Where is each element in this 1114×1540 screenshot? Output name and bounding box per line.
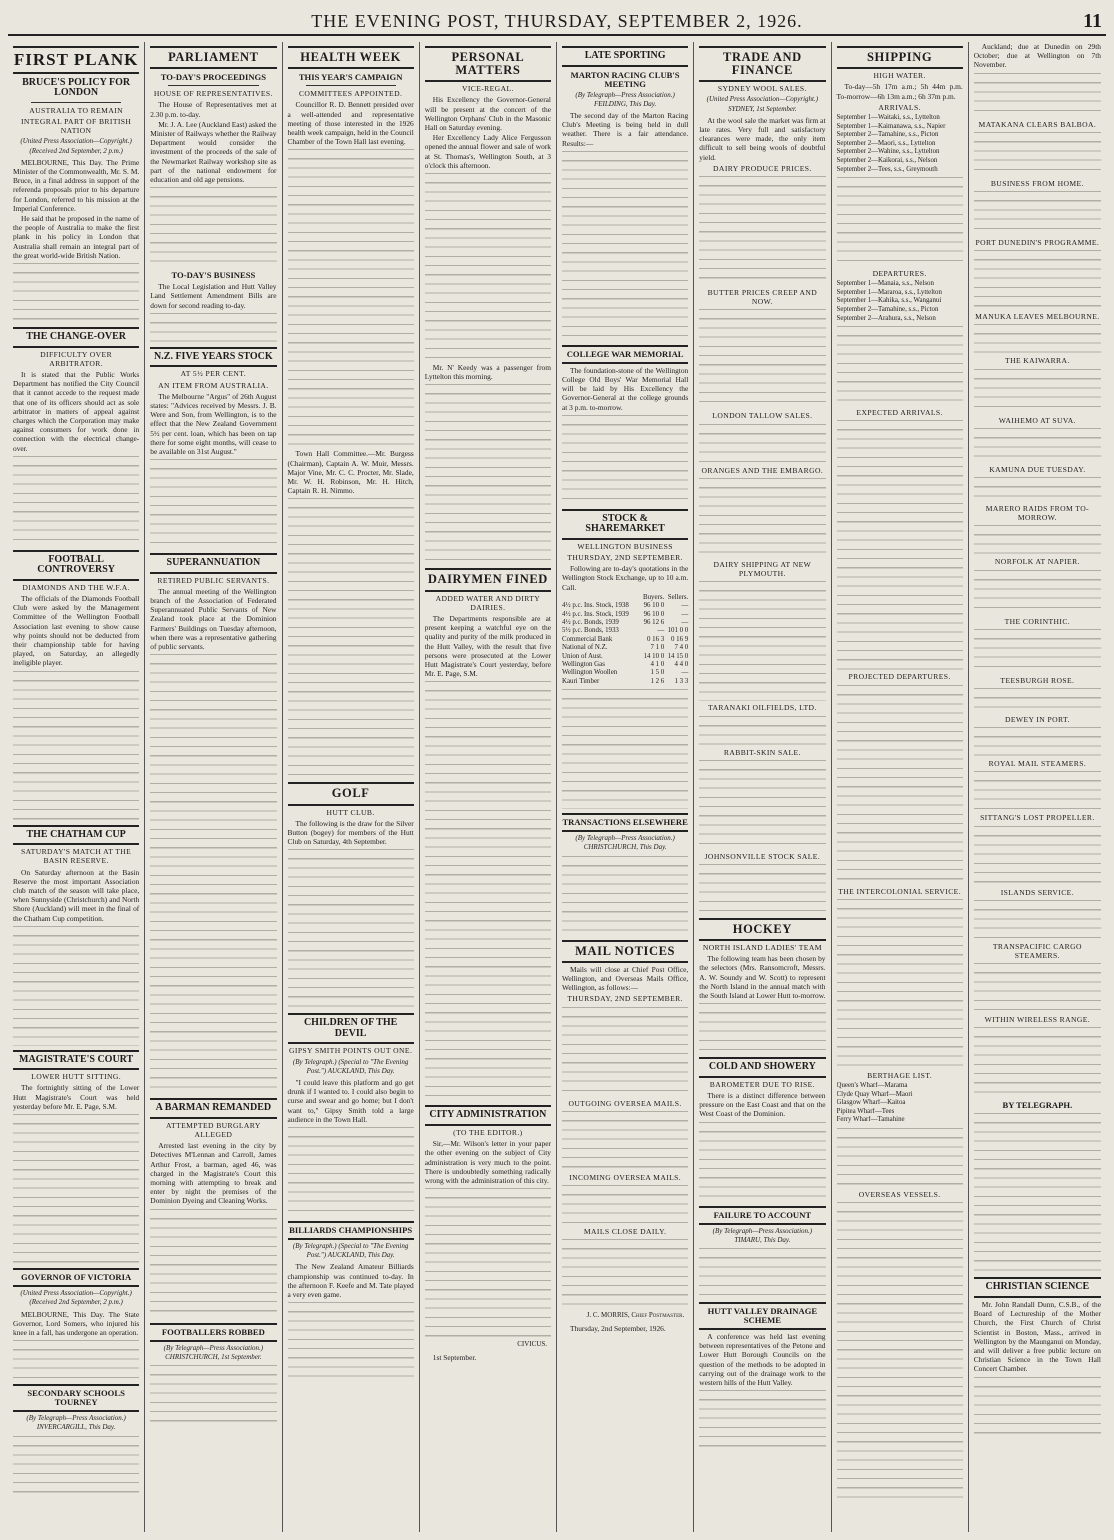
- article-text-block: [837, 177, 963, 267]
- subhead: ROYAL MAIL STEAMERS.: [988, 759, 1087, 769]
- subhead: VICE-REGAL.: [461, 84, 514, 94]
- subhead: (TO THE EDITOR.): [453, 1127, 523, 1137]
- article-text-block: [150, 1365, 276, 1425]
- article-paragraph: MELBOURNE, This Day. The State Governor, Lord Somers, who injured his knee in a fall, has undergone an operation.: [13, 1309, 140, 1337]
- table-cell: —: [681, 602, 689, 610]
- article-text-block: [974, 525, 1101, 555]
- subhead: THURSDAY, 2ND SEPTEMBER.: [567, 994, 683, 1004]
- subhead: ATTEMPTED BURGLARY ALLEGED: [166, 1120, 261, 1139]
- article-text-block: [562, 689, 688, 809]
- article-text-block: [150, 1209, 276, 1319]
- table-row: [562, 619, 688, 627]
- table-row: [562, 611, 688, 619]
- subhead: BUSINESS FROM HOME.: [990, 178, 1084, 188]
- subhead-integral-part: INTEGRAL PART OF BRITISH NATION: [20, 117, 132, 136]
- article-paragraph: At the wool sale the market was firm at late rates. Very full and satisfactory clearances were made, the only item difficult to sell being wools of doubtful yield.: [699, 115, 826, 162]
- table-header: Sellers.: [667, 593, 689, 601]
- headline-city-administration: CITY ADMINISTRATION: [425, 1105, 551, 1126]
- list-item: Glasgow Wharf—Kaitoa: [836, 1099, 906, 1107]
- table-cell: 1 3 3: [674, 677, 689, 685]
- list-item: September 2—Kaikorai, s.s., Nelson: [836, 156, 938, 164]
- subhead: HIGH WATER.: [873, 71, 926, 81]
- table-cell: Union of Aust.: [562, 652, 603, 660]
- subhead: DAIRY SHIPPING AT NEW PLYMOUTH.: [713, 559, 812, 579]
- subhead: GIPSY SMITH POINTS OUT ONE.: [289, 1046, 413, 1056]
- article-paragraph: On Saturday afternoon at the Basin Reserve the most important Association club match of the season will take place, when Sunnyside (Christchurch) and North Shore (Auckland) will meet in the final of the Chatham Cup competition.: [13, 867, 140, 923]
- article-text-block: [425, 1188, 551, 1338]
- article-text-block: [562, 1239, 688, 1309]
- table-cell: 4½ p.c. Ins. Stock, 1938: [562, 602, 629, 610]
- article-paragraph: The second day of the Marton Racing Club's Meeting is being held in dull weather. There is a fair attendance. Results:—: [562, 110, 689, 148]
- table-cell: —: [681, 619, 689, 627]
- headline-personal-matters: PERSONAL MATTERS: [425, 46, 551, 82]
- table-cell: 96 10 0: [643, 610, 665, 618]
- table-cell: National of N.Z.: [562, 644, 608, 652]
- article-text-block: [13, 263, 139, 323]
- subhead-australia-remain: AUSTRALIA TO REMAIN: [29, 105, 124, 115]
- column-7: [832, 42, 969, 1532]
- list-item: September 1—Kahika, s.s., Wanganui: [836, 297, 942, 305]
- subhead: SITTANG'S LOST PROPELLER.: [980, 813, 1095, 823]
- list-item: Queen's Wharf—Marama: [836, 1082, 908, 1090]
- headline-secondary-schools: SECONDARY SCHOOLS TOURNEY: [13, 1384, 139, 1412]
- table-row: [562, 594, 688, 602]
- subhead: BUTTER PRICES CREEP AND NOW.: [707, 288, 818, 307]
- divider: [31, 102, 121, 103]
- subhead: MANUKA LEAVES MELBOURNE.: [975, 312, 1100, 322]
- subhead: WITHIN WIRELESS RANGE.: [984, 1015, 1091, 1025]
- headline-superannuation: SUPERANNUATION: [150, 553, 276, 574]
- subhead: TRANSPACIFIC CARGO STEAMERS.: [992, 941, 1082, 961]
- article-text-block: [562, 856, 688, 936]
- article-text-block: [837, 420, 963, 670]
- article-paragraph: Sir,—Mr. Wilson's letter in your paper the other evening on the subject of City administration is very much to the point. There is undoubtedly something radically wrong with the administration of this city.: [424, 1139, 551, 1185]
- table-header: Buyers.: [642, 593, 665, 601]
- headline-bruce-policy: BRUCE'S POLICY FOR LONDON: [22, 76, 131, 99]
- article-paragraph: The foundation-stone of the Wellington College Old Boys' War Memorial Hall will be laid by His Excellency the Governor-General at the college grounds at 3 p.m. to-morrow.: [562, 365, 689, 412]
- headline-parliament: PARLIAMENT: [150, 46, 276, 69]
- headline-governor-victoria: GOVERNOR OF VICTORIA: [13, 1268, 139, 1287]
- letter-date: 1st September.: [432, 1353, 477, 1363]
- table-cell: 0 16 3: [647, 635, 665, 643]
- article-paragraph: The House of Representatives met at 2.30 p.m. to-day.: [150, 100, 277, 119]
- list-item: September 1—Waitaki, s.s., Lyttelton: [836, 113, 940, 121]
- headline-transactions: TRANSACTIONS ELSEWHERE: [562, 813, 688, 832]
- subhead: AT 5½ PER CENT.: [180, 369, 247, 379]
- list-item: September 2—Arahura, s.s., Nelson: [836, 314, 936, 322]
- headline-mail-notices: MAIL NOTICES: [562, 940, 688, 963]
- subhead: TEESBURGH ROSE.: [1000, 675, 1075, 685]
- column-5: [557, 42, 694, 1532]
- column-8: [969, 42, 1106, 1532]
- article-text-block: [837, 1202, 963, 1502]
- subhead: INCOMING OVERSEA MAILS.: [569, 1172, 682, 1182]
- article-text-block: [150, 459, 276, 549]
- subhead: DEPARTURES.: [872, 269, 927, 279]
- table-cell: 1 2 6: [650, 677, 665, 685]
- subhead: EXPECTED ARRIVALS.: [856, 408, 943, 418]
- article-paragraph: Mr. John Randall Dunn, C.S.B., of the Board of Lectureship of the Mother Church, the First Church of Christ Scientist in Boston, Mass., arrived in Wellington by the Maunganui on Monday, and will deliver a free public lecture on Christian Science in the Town Hall Concert Chamber.: [973, 1299, 1101, 1374]
- article-text-block: [974, 688, 1101, 713]
- headline-shipping: SHIPPING: [837, 46, 963, 69]
- table-cell: 0 16 9: [671, 635, 689, 643]
- subhead: KAMUNA DUE TUESDAY.: [989, 464, 1086, 474]
- headline-chatham-cup: THE CHATHAM CUP: [13, 825, 139, 846]
- headline-late-sporting: LATE SPORTING: [562, 46, 688, 67]
- article-paragraph: The Local Legislation and Hutt Valley Land Settlement Amendment Bills are down for second reading to-day.: [150, 282, 277, 310]
- table-row: [562, 636, 688, 644]
- headline-footballers-robbed: FOOTBALLERS ROBBED: [150, 1323, 276, 1342]
- article-text-block: [699, 309, 825, 409]
- article-text-block: [288, 1302, 414, 1382]
- article-paragraph: Mr. N' Keedy was a passenger from Lyttelton this morning.: [424, 363, 551, 382]
- article-text-block: [699, 1390, 825, 1450]
- subhead: DIAMONDS AND THE W.F.A.: [22, 582, 130, 592]
- subhead: PROJECTED DEPARTURES.: [848, 672, 951, 682]
- article-text-block: [288, 498, 414, 778]
- article-paragraph: "I could leave this platform and go get drunk if I wanted to. I could also begin to curse and swear and go home; but I don't want to," Gipsy Smith told a large audience in the Town Hall.: [287, 1077, 414, 1124]
- table-cell: 4½ p.c. Bonds, 1939: [562, 619, 619, 627]
- subhead: ISLANDS SERVICE.: [1000, 887, 1075, 897]
- article-paragraph: He said that he proposed in the name of the people of Australia to make the first plank in his policy in London that Australia shall remain an integral part of the great world-wide British Nation.: [13, 214, 140, 260]
- article-paragraph: Auckland; due at Dunedin on 29th October; due at Wellington on 7th November.: [973, 42, 1101, 70]
- list-item: Ferry Wharf—Tamahine: [836, 1116, 905, 1124]
- divider: [306, 85, 396, 86]
- table-row: [562, 678, 688, 686]
- credit-line: (By Telegraph—Press Association.) FEILDING, This Day.: [575, 90, 675, 108]
- article-text-block: [699, 176, 825, 286]
- divider: [168, 85, 258, 86]
- article-text-block: [974, 428, 1101, 463]
- quotations-table: [562, 594, 688, 686]
- subhead: WELLINGTON BUSINESS: [577, 541, 673, 551]
- article-text-block: [974, 1377, 1101, 1437]
- column-3: [283, 42, 420, 1532]
- article-text-block: [974, 963, 1101, 1013]
- article-paragraph: The following team has been chosen by the selectors (Mrs. Ransomcroft, Messrs. A. W. Soundy and W. Scott) to represent the North Island in the annual match with the South Island at Lower Hutt to-morrow.: [699, 954, 826, 1001]
- article-text-block: [699, 1003, 825, 1053]
- article-text-block: [13, 456, 139, 546]
- departures-list: [837, 280, 963, 323]
- credit-line: (United Press Association—Copyright.) SYDNEY, 1st September.: [706, 95, 819, 113]
- article-text-block: [974, 324, 1101, 354]
- list-item: September 2—Tamahine, s.s., Picton: [836, 131, 939, 139]
- table-cell: 1 5 0: [650, 669, 665, 677]
- subhead: BERTHAGE LIST.: [867, 1070, 933, 1080]
- article-paragraph: The Departments responsible are at present keeping a watchful eye on the quality and purity of the milk produced in the Hutt Valley, with the result that five persons were prosecuted at the Lower Hutt Magistrate's Court yesterday, before Mr. E. Page, S.M.: [424, 614, 551, 679]
- article-text-block: [425, 681, 551, 1101]
- headline-five-years-stock: N.Z. FIVE YEARS STOCK: [150, 347, 276, 368]
- arrivals-list: [837, 114, 963, 174]
- article-paragraph: Mails will close at Chief Post Office, Wellington, and Overseas Mails Office, Wellington, as follows:—: [562, 964, 689, 993]
- subhead: NORTH ISLAND LADIES' TEAM: [702, 943, 822, 953]
- berthage-list: [837, 1082, 963, 1125]
- article-text-block: [974, 900, 1101, 940]
- subhead: THE KAIWARRA.: [1005, 356, 1070, 366]
- headline-stock-sharemarket: STOCK & SHAREMARKET: [562, 509, 688, 540]
- page-number: 11: [1083, 10, 1102, 32]
- article-text-block: [974, 1113, 1101, 1273]
- subhead: HOUSE OF REPRESENTATIVES.: [153, 89, 273, 99]
- subhead: HUTT CLUB.: [326, 807, 375, 817]
- article-text-block: [13, 1114, 139, 1264]
- article-text-block: [699, 760, 825, 850]
- subhead: TARANAKI OILFIELDS, LTD.: [708, 703, 817, 713]
- list-item: Pipitea Wharf—Tees: [836, 1107, 895, 1115]
- table-row: [562, 644, 688, 652]
- article-text-block: [974, 369, 1101, 414]
- letter-signature: CIVICUS.: [517, 1340, 547, 1349]
- article-paragraph: To-day—5h 17m a.m.; 5h 44m p.m. To-morrow—6h 13m a.m.; 6h 37m p.m.: [836, 82, 963, 101]
- subhead: ARRIVALS.: [878, 102, 921, 112]
- headline-billiards: BILLIARDS CHAMPIONSHIPS: [288, 1221, 414, 1240]
- subhead: LONDON TALLOW SALES.: [712, 411, 813, 421]
- subhead: RABBIT-SKIN SALE.: [723, 747, 801, 757]
- table-cell: 96 12 6: [643, 619, 665, 627]
- article-paragraph: Her Excellency Lady Alice Fergusson opened the annual flower and sale of work at St. Thomas's, Wellington South, at 3 o'clock this afternoon.: [424, 133, 551, 170]
- postmaster-signature: J. C. MORRIS, Chief Postmaster.: [586, 1311, 685, 1320]
- credit-line: (By Telegraph—Press Association.) INVERCARGILL, This Day.: [26, 1414, 126, 1432]
- table-cell: 7 1 0: [650, 644, 665, 652]
- list-item: September 1—Mararoa, s.s., Lyttelton: [836, 288, 942, 296]
- list-item: September 1—Manaia, s.s., Nelson: [836, 280, 934, 288]
- article-text-block: [562, 1185, 688, 1225]
- headline-failure-account: FAILURE TO ACCOUNT: [699, 1206, 825, 1225]
- credit-line: (United Press Association—Copyright.) (Received 2nd September, 2 p.m.): [20, 137, 132, 155]
- subhead: OVERSEAS VESSELS.: [858, 1190, 941, 1200]
- article-text-block: [699, 581, 825, 701]
- table-cell: 7 4 0: [674, 644, 689, 652]
- credit-line: (By Telegraph—Press Association.) TIMARU, This Day.: [712, 1226, 813, 1244]
- article-text-block: [288, 1127, 414, 1217]
- masthead: [8, 6, 1106, 36]
- subhead: ADDED WATER AND DIRTY DAIRIES.: [435, 593, 541, 612]
- headline-trade-finance: TRADE AND FINANCE: [699, 46, 825, 82]
- article-paragraph: The New Zealand Amateur Billiards championship was continued to-day. In the afternoon F. Keefe and M. Tate played a very even game.: [287, 1262, 414, 1299]
- article-paragraph: Arrested last evening in the city by Detectives M'Lennan and Carroll, James Arthur Frost, a barman, aged 46, was charged in the Magistrate's Court this morning with attempting to break and enter by night the premises of the Dominion Dyeing and Cleaning Works.: [150, 1141, 277, 1206]
- article-text-block: [13, 926, 139, 1046]
- list-item: September 2—Maori, s.s., Lyttelton: [836, 139, 936, 147]
- subhead: THE INTERCOLONIAL SERVICE.: [838, 886, 962, 896]
- subhead: DEWEY IN PORT.: [1004, 715, 1070, 725]
- subhead: BAROMETER DUE TO RISE.: [709, 1079, 815, 1089]
- subhead: PORT DUNEDIN'S PROGRAMME.: [975, 238, 1100, 248]
- credit-line: (By Telegraph—Press Association.) CHRISTCHURCH, 1st September.: [163, 1343, 264, 1361]
- table-row: [562, 661, 688, 669]
- table-header: [562, 594, 640, 602]
- table-cell: 96 10 0: [643, 602, 665, 610]
- column-1: [8, 42, 145, 1532]
- notice-date: Thursday, 2nd September, 1926.: [570, 1324, 666, 1334]
- headline-christian-science: CHRISTIAN SCIENCE: [974, 1277, 1101, 1298]
- article-text-block: [699, 1122, 825, 1202]
- headline-proceedings: TO-DAY'S PROCEEDINGS: [160, 72, 267, 83]
- article-text-block: [562, 1007, 688, 1097]
- table-cell: 5½ p.c. Bonds, 1933: [562, 627, 619, 635]
- headline-change-over: THE CHANGE-OVER: [13, 327, 139, 348]
- article-text-block: [974, 570, 1101, 615]
- article-text-block: [974, 477, 1101, 502]
- subhead: SATURDAY'S MATCH AT THE BASIN RESERVE.: [21, 847, 132, 866]
- article-text-block: [150, 187, 276, 267]
- article-text-block: [837, 326, 963, 406]
- article-paragraph: Following are to-day's quotations in the Wellington Stock Exchange, up to 10 a.m. Call.: [562, 564, 689, 592]
- column-6: [694, 42, 831, 1532]
- headline-college-memorial: COLLEGE WAR MEMORIAL: [562, 345, 688, 364]
- article-paragraph: Mr. J. A. Lee (Auckland East) asked the Minister of Railways whether the Railway Department would consider the investment of the proceeds of the sale of the Newmarket Railway workshop site as part of the national endowment for education and old age pensions.: [150, 119, 277, 184]
- article-paragraph: Town Hall Committee.—Mr. Burgess (Chairman), Captain A. W. Muir, Messrs. Major Vine, Mr. C. C. Procter, Mr. Slade, Mr. W. H. Robinson, Mr. H. Hitch, Captain R. H. Nimmo.: [287, 449, 414, 496]
- list-item: September 1—Kaimanawa, s.s., Napier: [836, 122, 946, 130]
- article-text-block: [974, 826, 1101, 886]
- headline-by-telegraph: BY TELEGRAPH.: [1002, 1100, 1073, 1111]
- table-cell: Wellington Gas: [562, 661, 605, 669]
- subhead: THURSDAY, 2ND SEPTEMBER.: [567, 552, 683, 562]
- article-text-block: [699, 716, 825, 746]
- headline-drainage-scheme: HUTT VALLEY DRAINAGE SCHEME: [699, 1302, 825, 1330]
- article-text-block: [837, 1128, 963, 1188]
- headline-marton-racing: MARTON RACING CLUB'S MEETING: [570, 69, 680, 89]
- columns: [8, 42, 1106, 1532]
- headline-children-devil: CHILDREN OF THE DEVIL: [288, 1013, 414, 1044]
- article-text-block: [425, 384, 551, 564]
- subhead: DAIRY PRODUCE PRICES.: [713, 163, 812, 173]
- credit-line: (By Telegraph.) (Special to "The Evening Post.") AUCKLAND, This Day.: [292, 1057, 409, 1075]
- article-text-block: [699, 864, 825, 914]
- table-row: [562, 602, 688, 610]
- article-paragraph: The officials of the Diamonds Football Club were asked by the Management Committee of the Wellington Football Association last evening to show cause why points should not be deducted from their championship table for having played, on Saturday, an allegedly ineligible player.: [13, 594, 140, 668]
- headline-barman-remanded: A BARMAN REMANDED: [150, 1098, 276, 1119]
- article-text-block: [288, 149, 414, 449]
- headline-first-plank: FIRST PLANK: [13, 46, 139, 74]
- headline-hockey: HOCKEY: [699, 918, 825, 941]
- article-paragraph: A conference was held last evening between representatives of the Petone and Lower Hutt Borough Councils on the question of the methods to be adopted in carrying out of the drainage work to the western hills of the Hutt Valley.: [699, 1332, 826, 1388]
- article-text-block: [562, 1111, 688, 1171]
- table-cell: —: [681, 669, 689, 677]
- subhead: DIFFICULTY OVER ARBITRATOR.: [40, 349, 113, 368]
- article-paragraph: His Excellency the Governor-General will be present at the concert of the Wellington Orphans' Club in the Masonic Hall on Saturday evening.: [424, 95, 551, 133]
- headline-golf: GOLF: [288, 782, 414, 805]
- article-text-block: [425, 173, 551, 363]
- table-cell: —: [657, 627, 665, 635]
- headline-todays-business: TO-DAY'S BUSINESS: [171, 270, 256, 281]
- table-cell: —: [681, 610, 689, 618]
- list-item: September 2—Tamahine, s.s., Picton: [836, 306, 939, 314]
- table-cell: Wellington Woollen: [562, 669, 618, 677]
- subhead: ORANGES AND THE EMBARGO.: [701, 465, 824, 475]
- table-cell: 14 10 0: [643, 652, 665, 660]
- list-item: September 2—Wahine, s.s., Lyttelton: [836, 148, 940, 156]
- article-text-block: [13, 671, 139, 821]
- article-paragraph: The following is the draw for the Silver Button (bogey) for members of the Hutt Club on Saturday, 4th September.: [287, 818, 414, 847]
- article-text-block: [974, 73, 1101, 118]
- article-text-block: [13, 1436, 139, 1496]
- table-cell: 4½ p.c. Ins. Stock, 1939: [562, 610, 629, 618]
- subhead: MAILS CLOSE DAILY.: [583, 1227, 667, 1237]
- table-row: [562, 627, 688, 635]
- article-text-block: [150, 313, 276, 343]
- subhead: RETIRED PUBLIC SERVANTS.: [157, 575, 270, 585]
- article-paragraph: It is stated that the Public Works Department has notified the City Council that it cannot accede to the request made that one of its officers should act as sole arbitrator in matters of appeal against charges which the Corporation may make against consumers for work done in connection with the electrical change-over.: [13, 370, 140, 453]
- article-paragraph: Councillor R. D. Bennett presided over a well-attended and representative meeting of those interested in the 1926 health week campaign, held in the Council Chamber of the Town Hall last evening.: [287, 100, 414, 147]
- subhead: OUTGOING OVERSEA MAILS.: [568, 1098, 682, 1108]
- newspaper-page: [8, 6, 1106, 1534]
- article-paragraph: MELBOURNE, This Day. The Prime Minister of the Commonwealth, Mr. S. M. Bruce, in a final address in support of the referenda proposals prior to his departure for London, referred to his mission at the Imperial Conference.: [13, 157, 140, 213]
- article-text-block: [974, 132, 1101, 177]
- article-text-block: [562, 151, 688, 341]
- subhead: WAIHEMO AT SUVA.: [998, 415, 1076, 425]
- subhead: AN ITEM FROM AUSTRALIA.: [158, 380, 269, 390]
- subhead: THE CORINTHIC.: [1004, 616, 1071, 626]
- article-paragraph: The Melbourne "Argus" of 26th August states: "Advices received by Messrs. J. B. Were and Son, from Wellington, is to the effect that the New Zealand Government 5½ per cent. loan, which has been on tap there for some eight months, will cease to be available on 31st August.": [150, 391, 277, 456]
- article-paragraph: The annual meeting of the Wellington branch of the Association of Federated Superannuated Public Servants of New Zealand took place at the Dominion Farmers' Buildings on Tuesday afternoon, when there was a representative gathering of public servants.: [150, 586, 277, 652]
- table-row: [562, 669, 688, 677]
- list-item: September 2—Tees, s.s., Greymouth: [836, 165, 938, 173]
- headline-dairymen-fined: DAIRYMEN FINED: [425, 568, 551, 591]
- credit-line: (United Press Association—Copyright.) (Received 2nd September, 2 p.m.): [20, 1289, 132, 1307]
- masthead-title: THE EVENING POST, THURSDAY, SEPTEMBER 2, 1926.: [311, 11, 803, 31]
- article-text-block: [974, 727, 1101, 757]
- subhead: NORFOLK AT NAPIER.: [994, 557, 1080, 567]
- article-text-block: [699, 1248, 825, 1298]
- article-text-block: [837, 899, 963, 1069]
- column-2: [145, 42, 282, 1532]
- article-text-block: [974, 1027, 1101, 1097]
- column-4: [420, 42, 557, 1532]
- table-cell: Commercial Bank: [562, 635, 613, 643]
- subhead: JOHNSONVILLE STOCK SALE.: [704, 851, 821, 861]
- table-cell: 4 1 0: [650, 661, 665, 669]
- article-text-block: [13, 1340, 139, 1380]
- article-text-block: [562, 415, 688, 505]
- headline-health-week: HEALTH WEEK: [288, 46, 414, 69]
- table-cell: 14 15 0: [667, 652, 689, 660]
- article-text-block: [837, 685, 963, 885]
- list-item: Clyde Quay Wharf—Maori: [836, 1090, 913, 1098]
- headline-magistrate: MAGISTRATE'S COURT: [13, 1050, 139, 1071]
- headline-cold-showery: COLD AND SHOWERY: [699, 1057, 825, 1078]
- article-text-block: [974, 629, 1101, 674]
- article-paragraph: The fortnightly sitting of the Lower Hutt Magistrate's Court was held yesterday before Mr. E. Page, S.M.: [13, 1083, 140, 1111]
- article-text-block: [699, 424, 825, 464]
- article-text-block: [150, 654, 276, 1094]
- subhead: LOWER HUTT SITTING.: [31, 1072, 122, 1082]
- subhead: COMMITTEES APPOINTED.: [298, 89, 403, 99]
- credit-line: (By Telegraph.) (Special to "The Evening Post.") AUCKLAND, This Day.: [292, 1241, 409, 1260]
- table-cell: Kauri Timber: [562, 677, 600, 685]
- article-text-block: [699, 478, 825, 558]
- table-cell: 4 4 0: [674, 661, 689, 669]
- headline-campaign: THIS YEAR'S CAMPAIGN: [298, 72, 403, 83]
- article-text-block: [974, 250, 1101, 310]
- subhead: MATAKANA CLEARS BALBOA.: [978, 119, 1097, 129]
- headline-football: FOOTBALL CONTROVERSY: [13, 550, 139, 581]
- article-paragraph: There is a distinct difference between pressure on the East Coast and that on the West Coast of the Dominion.: [699, 1090, 826, 1119]
- article-text-block: [288, 849, 414, 1009]
- credit-line: (By Telegraph—Press Association.) CHRISTCHURCH, This Day.: [575, 834, 675, 852]
- subhead: SYDNEY WOOL SALES.: [717, 84, 807, 94]
- article-text-block: [974, 191, 1101, 236]
- table-cell: 101 0 0: [667, 627, 689, 635]
- subhead: MARERO RAIDS FROM TO-MORROW.: [985, 504, 1090, 523]
- article-text-block: [974, 771, 1101, 811]
- table-row: [562, 653, 688, 661]
